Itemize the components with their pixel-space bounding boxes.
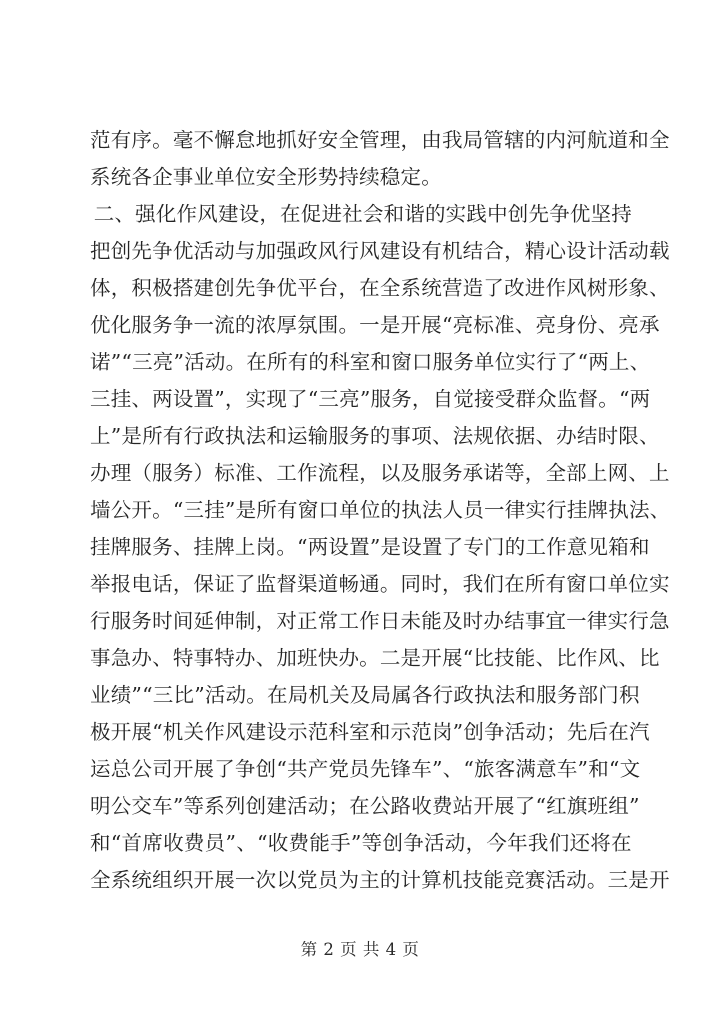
document-text-line: 业 绩 ” “ 三 比 ” 活 动 。 在 局 机 关 及 局 属 各 行 政 执 法 和 服 务 部 门 积 <box>90 683 640 707</box>
document-text-line: 优 化 服 务 争 一 流 的 浓 厚 氛 围 。 一 是 开 展 “ 亮 标 准 、 亮 身 份 、 亮 承 <box>90 313 660 337</box>
document-text-line: 明 公 交 车 ” 等 系 列 创 建 活 动 ； 在 公 路 收 费 站 开 展 了 “ 红 旗 班 组 ” <box>90 794 640 818</box>
page-number-label: 第 2 页 共 4 页 <box>300 940 420 959</box>
page-footer <box>0 936 720 960</box>
document-text-line: 挂 牌 服 务 、 挂 牌 上 岗 。 “ 两 设 置 ” 是 设 置 了 专 门 的 工 作 意 见 箱 和 <box>90 535 650 559</box>
document-body-text <box>90 122 671 899</box>
document-text-line: 二 、 强 化 作 风 建 设 ， 在 促 进 社 会 和 谐 的 实 践 中 创 先 争 优 坚 持 <box>90 196 632 233</box>
document-text-line: 行 服 务 时 间 延 伸 制 ， 对 正 常 工 作 日 未 能 及 时 办 结 事 宜 一 律 实 行 急 <box>90 609 670 633</box>
document-text-line: 范 有 序 。 毫 不 懈 怠 地 抓 好 安 全 管 理 ， 由 我 局 管 辖 的 内 河 航 道 和 全 <box>90 128 670 152</box>
document-text-line: 和 “ 首 席 收 费 员 ” 、 “ 收 费 能 手 ” 等 创 争 活 动 ， 今 年 我 们 还 将 在 <box>90 831 632 855</box>
document-text-line: 举 报 电 话 ， 保 证 了 监 督 渠 道 畅 通 。 同 时 ， 我 们 在 所 有 窗 口 单 位 实 <box>90 572 670 596</box>
document-text-line: 三 挂 、 两 设 置 ” ， 实 现 了 “ 三 亮 ” 服 务 ， 自 觉 接 受 群 众 监 督 。 “ 两 <box>90 387 651 411</box>
document-text-line: 极 开 展 “ 机 关 作 风 建 设 示 范 科 室 和 示 范 岗 ” 创 争 活 动 ； 先 后 在 汽 <box>90 720 650 744</box>
document-text-line: 墙 公 开 。 “ 三 挂 ” 是 所 有 窗 口 单 位 的 执 法 人 员 一 律 实 行 挂 牌 执 法 、 <box>90 498 671 522</box>
document-text-line: 办 理 （ 服 务 ） 标 准 、 工 作 流 程 ， 以 及 服 务 承 诺 等 ， 全 部 上 网 、 上 <box>90 461 670 485</box>
document-text-line: 运 总 公 司 开 展 了 争 创 “ 共 产 党 员 先 锋 车 ” 、 “ 旅 客 满 意 车 ” 和 “ 文 <box>90 757 641 781</box>
document-text-line: 把 创 先 争 优 活 动 与 加 强 政 风 行 风 建 设 有 机 结 合 ， 精 心 设 计 活 动 载 <box>90 239 670 263</box>
document-text-line: 上 ” 是 所 有 行 政 执 法 和 运 输 服 务 的 事 项 、 法 规 依 据 、 办 结 时 限 、 <box>90 424 660 448</box>
document-text-line: 体 ， 积 极 搭 建 创 先 争 优 平 台 ， 在 全 系 统 营 造 了 改 进 作 风 树 形 象 、 <box>90 276 670 300</box>
document-text-line: 系统各企事业单位安全形势持续稳定。 <box>90 165 442 189</box>
document-text-line: 事 急 办 、 特 事 特 办 、 加 班 快 办 。 二 是 开 展 “ 比 技 能 、 比 作 风 、 比 <box>90 646 660 670</box>
document-text-line: 诺 ” “ 三 亮 ” 活 动 。 在 所 有 的 科 室 和 窗 口 服 务 单 位 实 行 了 “ 两 上 、 <box>90 350 651 374</box>
document-text-line: 全 系 统 组 织 开 展 一 次 以 党 员 为 主 的 计 算 机 技 能 竞 赛 活 动 。 三 是 开 <box>90 868 670 892</box>
